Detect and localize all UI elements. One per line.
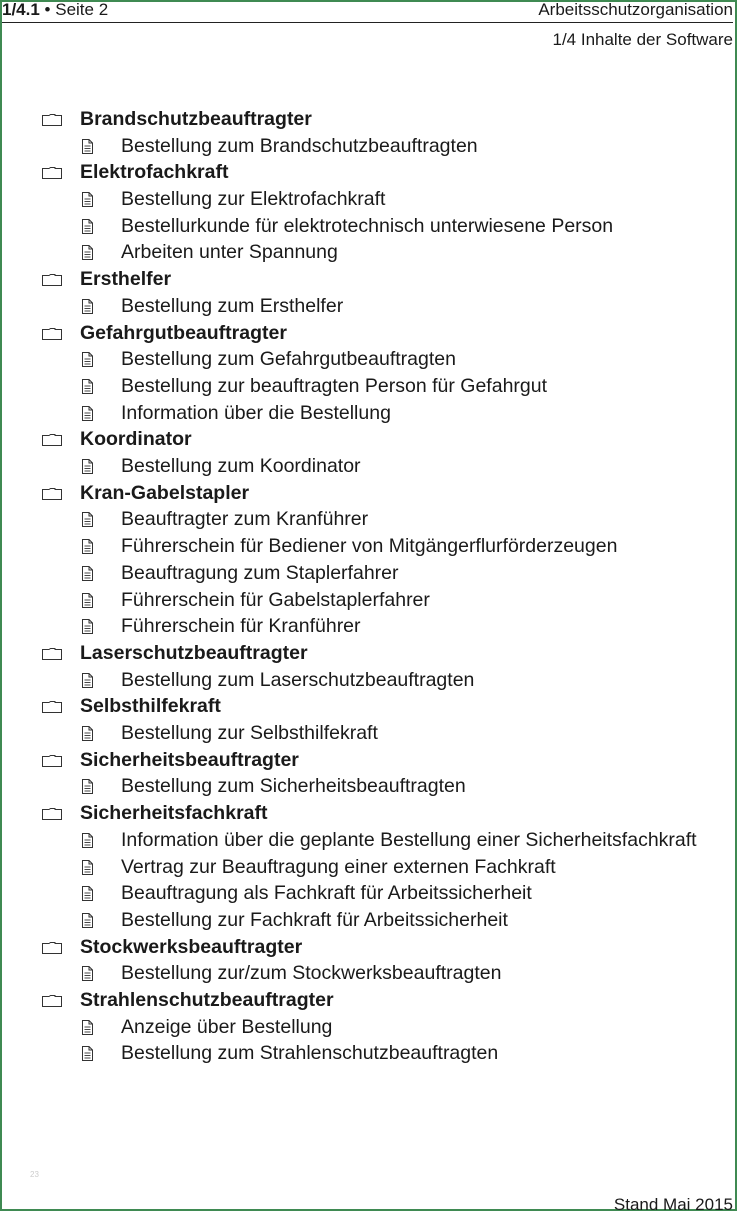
tree-folder[interactable]	[40, 480, 720, 507]
document-icon	[82, 593, 93, 608]
document-icon	[82, 139, 93, 154]
document-icon	[82, 726, 93, 741]
folder-icon	[42, 434, 62, 446]
document-label: Bestellung zum Koordinator	[121, 455, 361, 478]
document-icon	[82, 352, 93, 367]
tree-folder[interactable]	[40, 266, 720, 293]
tree-folder[interactable]	[40, 426, 720, 453]
document-icon	[82, 779, 93, 794]
document-icon	[82, 619, 93, 634]
document-label: Anzeige über Bestellung	[121, 1015, 333, 1038]
tree-folder[interactable]	[40, 159, 720, 186]
tree-folder[interactable]	[40, 106, 720, 133]
document-label: Bestellung zum Laserschutzbeauftragten	[121, 668, 475, 691]
tree-document[interactable]	[40, 293, 720, 320]
tree-document[interactable]	[40, 533, 720, 560]
tree-document[interactable]	[40, 773, 720, 800]
folder-icon	[42, 942, 62, 954]
section-title: Arbeitsschutzorganisation	[538, 0, 733, 19]
folder-icon	[42, 701, 62, 713]
document-icon	[82, 673, 93, 688]
document-icon	[82, 566, 93, 581]
document-label: Bestellung zum Strahlenschutzbeauftragten	[121, 1042, 499, 1065]
tree-document[interactable]	[40, 613, 720, 640]
document-label: Arbeiten unter Spannung	[121, 241, 338, 264]
content-tree	[40, 106, 720, 1067]
tree-document[interactable]	[40, 346, 720, 373]
tree-folder[interactable]	[40, 640, 720, 667]
document-label: Bestellurkunde für elektrotechnisch unterwiesene Person	[121, 214, 614, 237]
document-label: Information über die Bestellung	[121, 401, 391, 424]
document-label: Bestellung zum Ersthelfer	[121, 294, 344, 317]
document-icon	[82, 245, 93, 260]
document-icon	[82, 913, 93, 928]
document-icon	[82, 539, 93, 554]
folder-label: Gefahrgutbeauftragter	[80, 321, 287, 344]
folder-label: Ersthelfer	[80, 268, 172, 291]
folder-label: Koordinator	[80, 428, 192, 451]
tree-document[interactable]	[40, 239, 720, 266]
document-icon	[82, 833, 93, 848]
tree-document[interactable]	[40, 506, 720, 533]
tree-document[interactable]	[40, 1040, 720, 1067]
folder-icon	[42, 808, 62, 820]
tree-document[interactable]	[40, 880, 720, 907]
folder-icon	[42, 755, 62, 767]
document-label: Bestellung zum Brandschutzbeauftragten	[121, 134, 478, 157]
tree-folder[interactable]	[40, 987, 720, 1014]
folder-label: Stockwerksbeauftragter	[80, 935, 303, 958]
document-icon	[82, 192, 93, 207]
document-label: Bestellung zur beauftragten Person für Gefahrgut	[121, 374, 548, 397]
folder-label: Sicherheitsbeauftragter	[80, 748, 299, 771]
tree-document[interactable]	[40, 560, 720, 587]
folder-label: Laserschutzbeauftragter	[80, 641, 308, 664]
document-label: Bestellung zur/zum Stockwerksbeauftragten	[121, 962, 502, 985]
tree-document[interactable]	[40, 400, 720, 427]
tree-document[interactable]	[40, 907, 720, 934]
running-header	[2, 0, 733, 23]
document-icon	[82, 459, 93, 474]
folder-icon	[42, 114, 62, 126]
folder-icon	[42, 328, 62, 340]
document-icon	[82, 1046, 93, 1061]
document-label: Führerschein für Gabelstaplerfahrer	[121, 588, 430, 611]
footer-date: Stand Mai 2015	[613, 1195, 733, 1214]
tree-document[interactable]	[40, 1014, 720, 1041]
document-icon	[82, 1020, 93, 1035]
folder-icon	[42, 995, 62, 1007]
tree-document[interactable]	[40, 960, 720, 987]
page-label: Seite 2	[55, 0, 109, 19]
tree-document[interactable]	[40, 587, 720, 614]
tree-document[interactable]	[40, 453, 720, 480]
tree-folder[interactable]	[40, 693, 720, 720]
document-label: Führerschein für Kranführer	[121, 615, 361, 638]
folder-icon	[42, 274, 62, 286]
folder-label: Kran-Gabelstapler	[80, 481, 250, 504]
folder-label: Strahlenschutzbeauftragter	[80, 989, 334, 1012]
tree-folder[interactable]	[40, 934, 720, 961]
chapter-number: 1/4.1	[2, 0, 40, 19]
folder-icon	[42, 648, 62, 660]
tree-folder[interactable]	[40, 800, 720, 827]
document-label: Beauftragter zum Kranführer	[121, 508, 369, 531]
document-label: Bestellung zum Sicherheitsbeauftragten	[121, 775, 466, 798]
header-left	[2, 0, 108, 20]
document-icon	[82, 379, 93, 394]
tree-document[interactable]	[40, 133, 720, 160]
document-label: Information über die geplante Bestellung einer Sicherheitsfachkraft	[121, 828, 697, 851]
document-label: Beauftragung als Fachkraft für Arbeitssicherheit	[121, 882, 532, 905]
folder-label: Selbsthilfekraft	[80, 695, 221, 718]
header-bullet: •	[44, 0, 51, 19]
folder-label: Brandschutzbeauftragter	[80, 108, 312, 130]
tree-folder[interactable]	[40, 747, 720, 774]
subheader: 1/4 Inhalte der Software	[552, 30, 733, 49]
page-mark: 23	[30, 1170, 39, 1179]
document-icon	[82, 860, 93, 875]
folder-icon	[42, 488, 62, 500]
document-label: Bestellung zur Elektrofachkraft	[121, 188, 386, 211]
folder-icon	[42, 167, 62, 179]
document-label: Vertrag zur Beauftragung einer externen Fachkraft	[121, 855, 556, 878]
tree-folder[interactable]	[40, 320, 720, 347]
folder-label: Elektrofachkraft	[80, 161, 229, 184]
document-label: Bestellung zum Gefahrgutbeauftragten	[121, 348, 456, 371]
document-icon	[82, 966, 93, 981]
document-label: Bestellung zur Fachkraft für Arbeitssicherheit	[121, 908, 508, 931]
tree-document[interactable]	[40, 186, 720, 213]
document-icon	[82, 219, 93, 234]
folder-label: Sicherheitsfachkraft	[80, 802, 268, 825]
document-icon	[82, 406, 93, 421]
document-label: Bestellung zur Selbsthilfekraft	[121, 722, 378, 745]
document-icon	[82, 886, 93, 901]
document-icon	[82, 299, 93, 314]
tree-document[interactable]	[40, 854, 720, 881]
tree-document[interactable]	[40, 720, 720, 747]
document-label: Beauftragung zum Staplerfahrer	[121, 561, 399, 584]
document-icon	[82, 512, 93, 527]
document-label: Führerschein für Bediener von Mitgängerflurförderzeugen	[121, 535, 618, 558]
tree-document[interactable]	[40, 373, 720, 400]
tree-document[interactable]	[40, 667, 720, 694]
tree-document[interactable]	[40, 213, 720, 240]
tree-document[interactable]	[40, 827, 720, 854]
